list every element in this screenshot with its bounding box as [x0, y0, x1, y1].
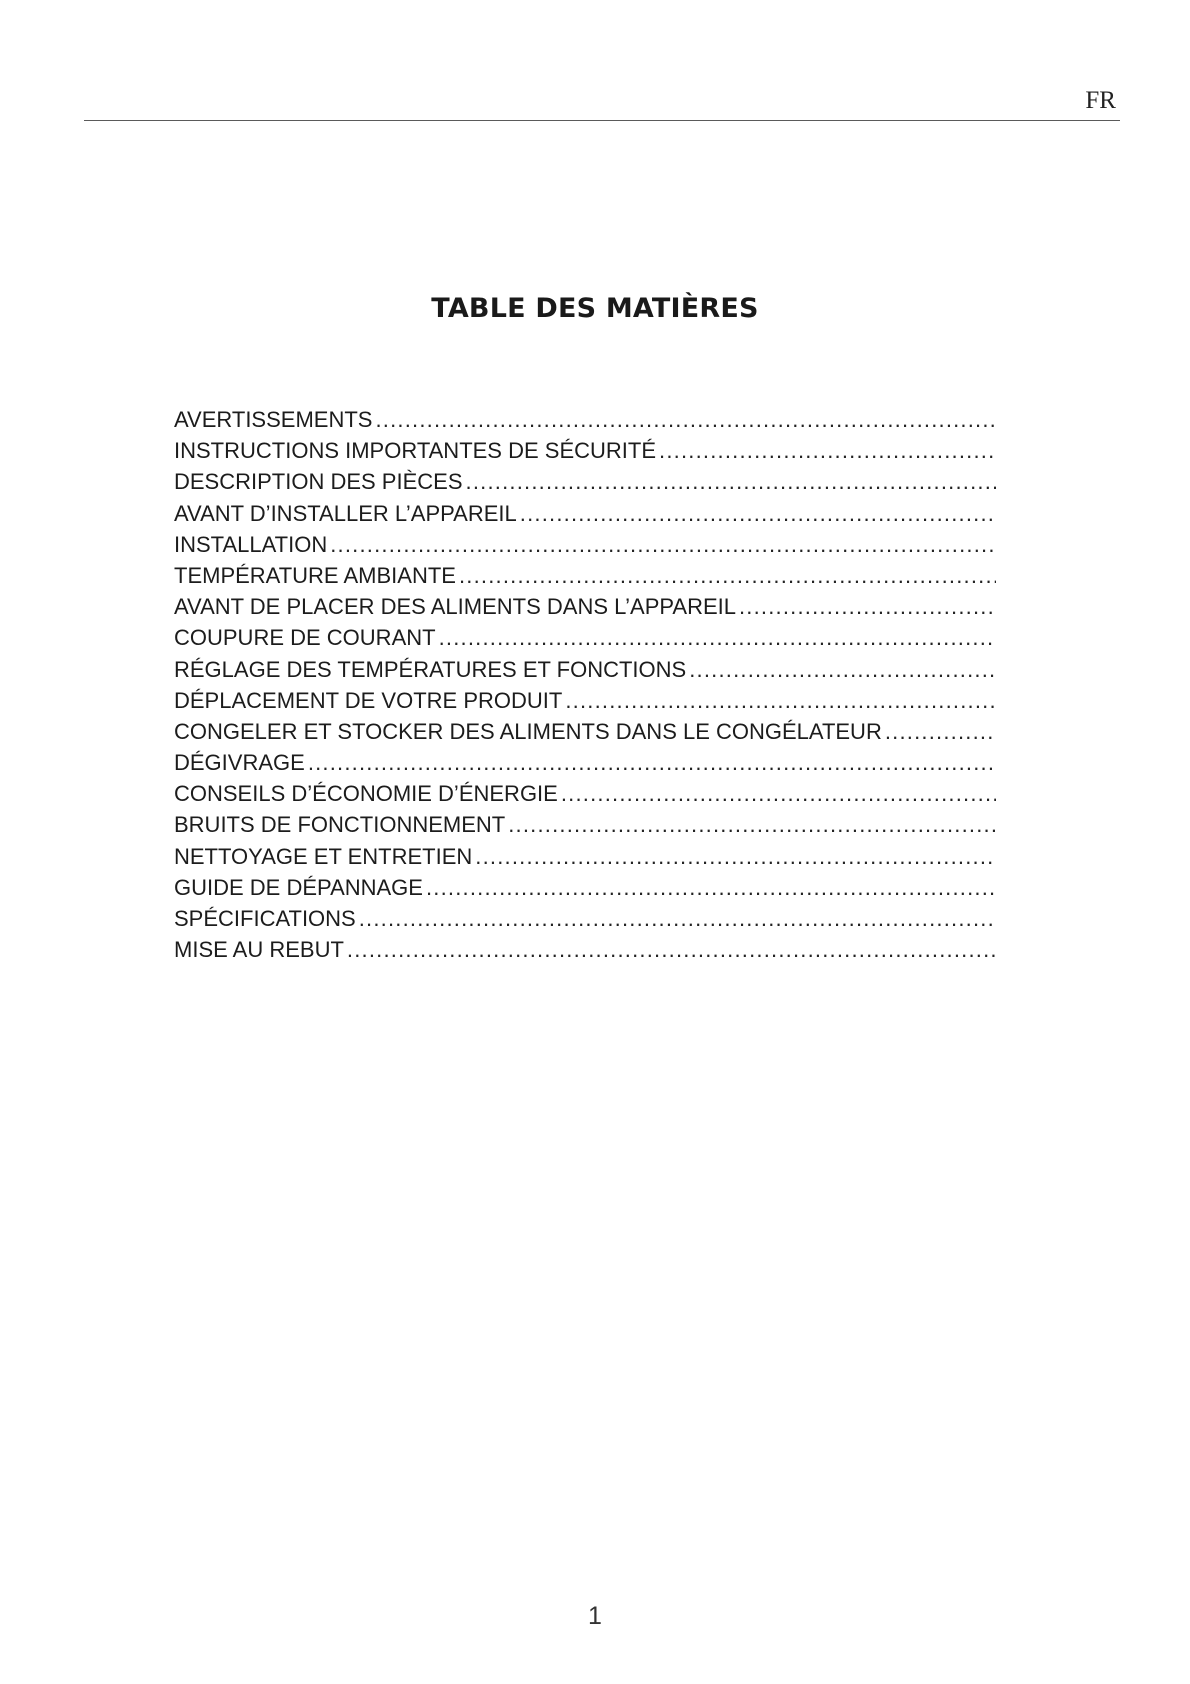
toc-entry[interactable] [174, 685, 996, 716]
toc-entry[interactable] [174, 466, 996, 497]
language-tag: FR [1085, 87, 1116, 114]
toc-entry-label: COUPURE DE COURANT [174, 625, 436, 651]
toc-entry-label: INSTALLATION [174, 531, 328, 557]
table-of-contents [174, 404, 996, 965]
dot-leader [375, 404, 996, 435]
page-number: 1 [588, 1602, 602, 1630]
toc-entry-label: AVANT D’INSTALLER L’APPAREIL [174, 500, 517, 526]
dot-leader [466, 466, 996, 497]
toc-entry[interactable] [174, 560, 996, 591]
toc-entry[interactable] [174, 529, 996, 560]
toc-entry-label: DÉGIVRAGE [174, 750, 305, 776]
toc-entry-label: AVERTISSEMENTS [174, 407, 373, 432]
dot-leader [475, 841, 996, 872]
dot-leader [439, 622, 996, 653]
toc-entry-label: DÉPLACEMENT DE VOTRE PRODUIT [174, 687, 563, 713]
dot-leader [689, 654, 996, 685]
toc-entry-label: BRUITS DE FONCTIONNEMENT [174, 812, 506, 838]
dot-leader [565, 685, 996, 716]
dot-leader [330, 529, 996, 560]
page-header [84, 86, 1120, 121]
dot-leader [459, 560, 996, 591]
toc-entry[interactable] [174, 591, 996, 622]
page-title: TABLE DES MATIÈRES [431, 293, 759, 324]
dot-leader [426, 872, 996, 903]
dot-leader [659, 435, 996, 466]
toc-entry[interactable] [174, 654, 996, 685]
dot-leader [308, 747, 996, 778]
toc-entry-label: TEMPÉRATURE AMBIANTE [174, 562, 456, 588]
toc-entry-label: DESCRIPTION DES PIÈCES [174, 469, 463, 495]
toc-entry-label: MISE AU REBUT [174, 937, 344, 963]
toc-entry-label: CONSEILS D’ÉCONOMIE D’ÉNERGIE [174, 781, 558, 807]
toc-entry[interactable] [174, 903, 996, 934]
toc-entry[interactable] [174, 622, 996, 653]
dot-leader [359, 903, 996, 934]
toc-entry[interactable] [174, 747, 996, 778]
toc-entry[interactable] [174, 435, 996, 466]
dot-leader [347, 934, 996, 965]
toc-entry-label: CONGELER ET STOCKER DES ALIMENTS DANS LE CONGÉLATEUR [174, 718, 882, 744]
toc-entry[interactable] [174, 778, 996, 809]
dot-leader [508, 809, 996, 840]
toc-entry-label: NETTOYAGE ET ENTRETIEN [174, 843, 473, 869]
dot-leader [561, 778, 996, 809]
toc-entry[interactable] [174, 716, 996, 747]
toc-entry[interactable] [174, 809, 996, 840]
dot-leader [739, 591, 996, 622]
toc-entry[interactable] [174, 934, 996, 965]
toc-entry[interactable] [174, 404, 996, 435]
toc-entry[interactable] [174, 872, 996, 903]
toc-entry-label: SPÉCIFICATIONS [174, 906, 356, 931]
toc-entry-label: RÉGLAGE DES TEMPÉRATURES ET FONCTIONS [174, 656, 687, 682]
toc-entry-label: AVANT DE PLACER DES ALIMENTS DANS L’APPAREIL [174, 594, 736, 620]
toc-entry[interactable] [174, 498, 996, 529]
toc-entry-label: INSTRUCTIONS IMPORTANTES DE SÉCURITÉ [174, 438, 657, 464]
dot-leader [520, 498, 996, 529]
toc-entry[interactable] [174, 841, 996, 872]
dot-leader [885, 716, 996, 747]
toc-entry-label: GUIDE DE DÉPANNAGE [174, 874, 423, 900]
